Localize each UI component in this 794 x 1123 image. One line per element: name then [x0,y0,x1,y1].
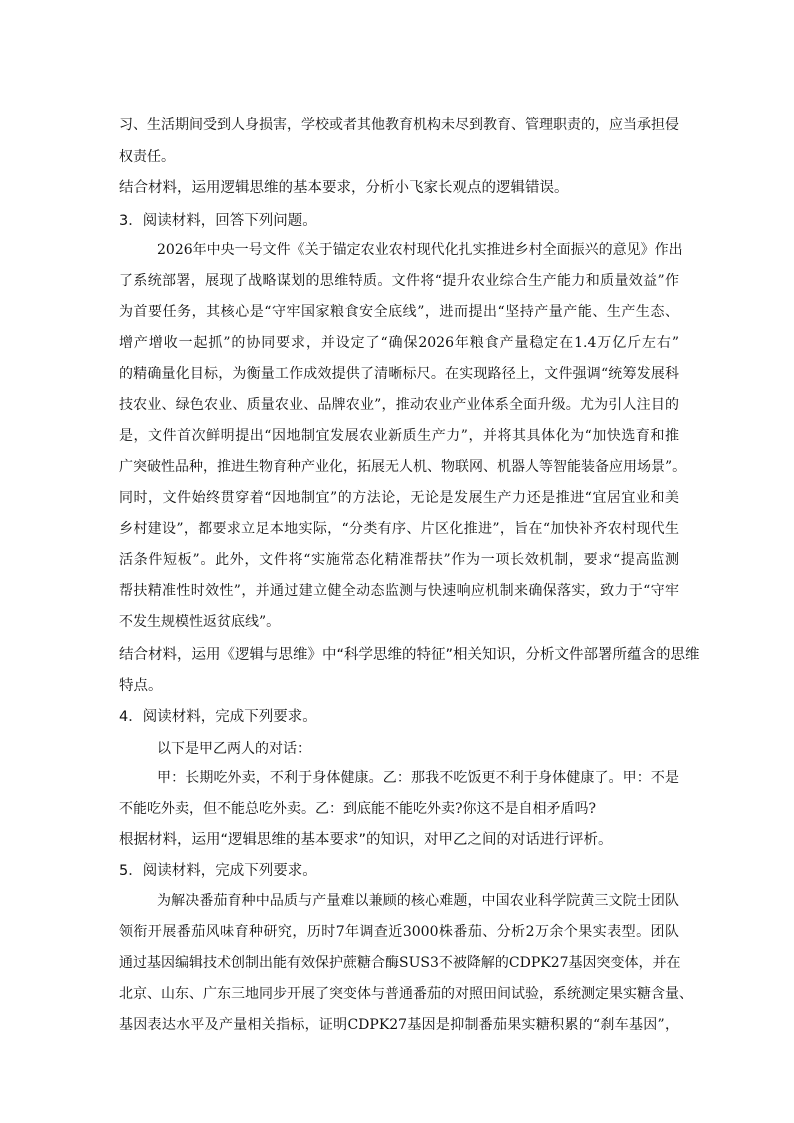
text-line: 结合材料，运用逻辑思维的基本要求，分析小飞家长观点的逻辑错误。 [119,180,569,196]
text-line: 帮扶精准性时效性”，并通过建立健全动态监测与快速响应机制来确保落实，致力于“守牢 [119,583,679,599]
text-line: 活条件短板”。此外，文件将“实施常态化精准帮扶”作为一项长效机制，要求“提高监测 [119,552,679,568]
text-line: 4．阅读材料，完成下列要求。 [119,709,317,725]
text-line: 甲：长期吃外卖，不利于身体健康。乙：那我不吃饭更不利于身体健康了。甲：不是 [157,770,679,786]
text-line: 乡村建设”，都要求立足本地实际，“分类有序、片区化推进”，旨在“加快补齐农村现代生 [119,521,679,537]
text-line: 的精确量化目标，为衡量工作成效提供了清晰标尺。在实现路径上，文件强调“统筹发展科 [119,366,679,382]
text-line: 为首要任务，其核心是“守牢国家粮食安全底线”，进而提出“坚持产量产能、生产生态、 [119,304,679,320]
text-line: 是，文件首次鲜明提出“因地制宜发展农业新质生产力”，并将其具体化为“加快选育和推 [119,428,679,444]
text-line: 根据材料，运用“逻辑思维的基本要求”的知识，对甲乙之间的对话进行评析。 [119,832,613,848]
text-line: 基因表达水平及产量相关指标，证明CDPK27基因是抑制番茄果实糖积累的“刹车基因”， [119,1017,679,1033]
text-line: 北京、山东、广东三地同步开展了突变体与普通番茄的对照田间试验，系统测定果实糖含量、 [119,986,693,1002]
text-line: 不能吃外卖，但不能总吃外卖。乙：到底能不能吃外卖?你这不是自相矛盾吗? [119,801,597,817]
text-line: 不发生规模性返贫底线”。 [119,614,281,630]
text-line: 习、生活期间受到人身损害，学校或者其他教育机构未尽到教育、管理职责的，应当承担侵 [119,117,679,133]
text-line: 以下是甲乙两人的对话： [157,741,311,757]
text-line: 3．阅读材料，回答下列问题。 [119,213,317,229]
text-line: 领衔开展番茄风味育种研究，历时7年调查近3000株番茄、分析2万余个果实表型。团队 [119,924,679,940]
text-line: 权责任。 [119,149,175,165]
text-line: 了系统部署，展现了战略谋划的思维特质。文件将“提升农业综合生产能力和质量效益”作 [119,273,679,289]
text-line: 2026年中央一号文件《关于锚定农业农村现代化扎实推进乡村全面振兴的意见》作出 [157,242,683,258]
text-line: 广突破性品种，推进生物育种产业化，拓展无人机、物联网、机器人等智能装备应用场景”。 [119,459,687,475]
text-line: 通过基因编辑技术创制出能有效保护蔗糖合酶SUS3不被降解的CDPK27基因突变体，并在 [119,955,681,971]
text-line: 5．阅读材料，完成下列要求。 [119,863,317,879]
text-line: 为解决番茄育种中品质与产量难以兼顾的核心难题，中国农业科学院黄三文院士团队 [157,893,679,909]
text-line: 增产增收一起抓”的协同要求，并设定了“确保2026年粮食产量稳定在1.4万亿斤左右” [119,335,679,351]
text-line: 特点。 [119,678,163,694]
text-line: 技农业、绿色农业、质量农业、品牌农业”，推动农业产业体系全面升级。尤为引人注目的 [119,397,679,413]
text-line: 同时，文件始终贯穿着“因地制宜”的方法论，无论是发展生产力还是推进“宜居宜业和美 [119,490,679,506]
text-line: 结合材料，运用《逻辑与思维》中“科学思维的特征”相关知识，分析文件部署所蕴含的思维 [119,647,700,663]
